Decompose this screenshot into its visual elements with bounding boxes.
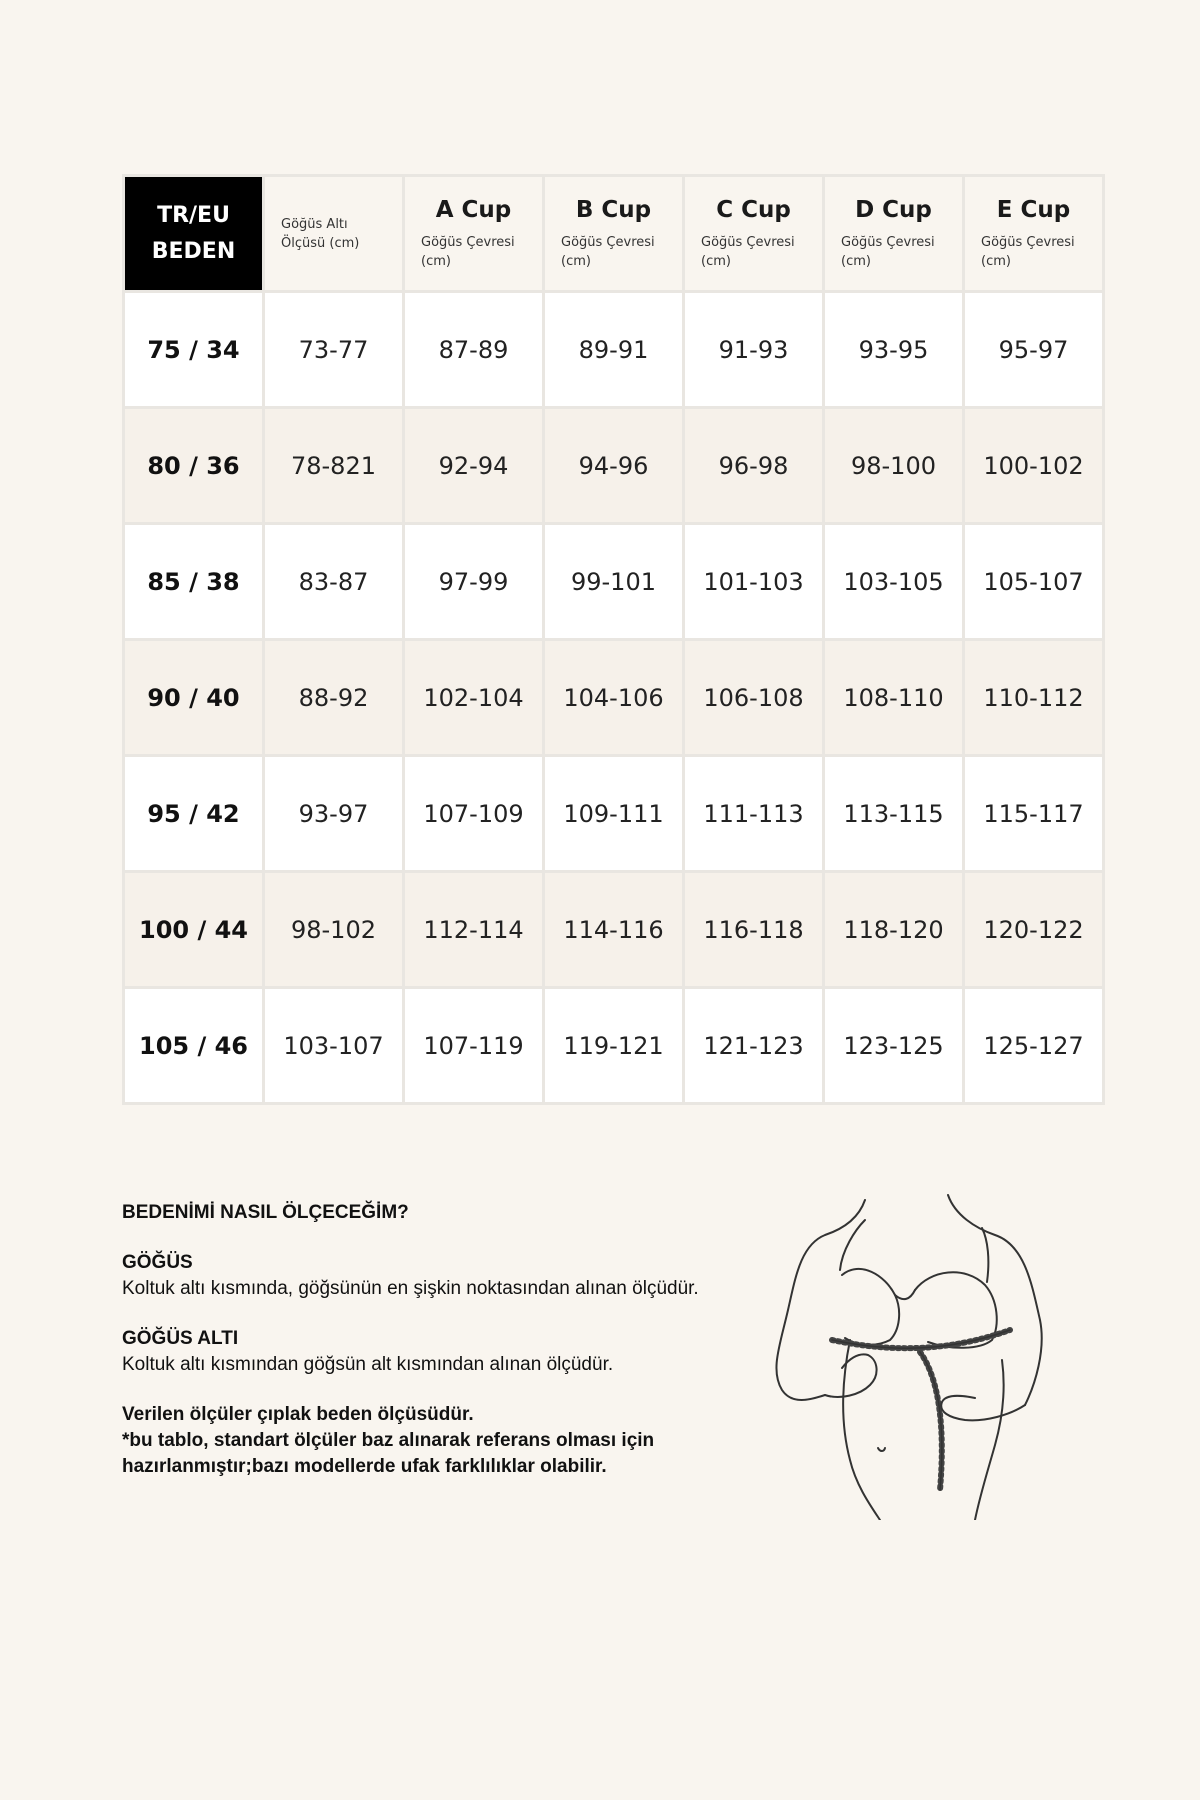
cup-c-cell: 106-108 [685,641,822,754]
underbust-title: GÖĞÜS ALTI [122,1328,239,1349]
cup-name: B Cup [575,196,652,223]
cup-e-cell: 115-117 [965,757,1102,870]
cup-a-cell: 97-99 [405,525,542,638]
underbust-cell: 73-77 [265,293,402,406]
cup-sub1: Göğüs Çevresi [561,234,655,250]
size-cell: 105 / 46 [125,989,262,1102]
cup-b-cell: 89-91 [545,293,682,406]
cup-a-cell: 107-109 [405,757,542,870]
cup-header-c [685,177,822,290]
cup-sub1: Göğüs Çevresi [701,234,795,250]
cup-sub2: (cm) [981,253,1011,269]
underbust-cell: 83-87 [265,525,402,638]
underbust-text: Koltuk altı kısmından göğsün alt kısmından alınan ölçüdür. [122,1354,614,1375]
size-cell: 80 / 36 [125,409,262,522]
size-cell: 85 / 38 [125,525,262,638]
table-row [125,873,1102,986]
table-row [125,293,1102,406]
cup-name: A Cup [435,196,512,223]
cup-a-cell: 112-114 [405,873,542,986]
cup-c-cell: 121-123 [685,989,822,1102]
cup-header-a [405,177,542,290]
note-line-2: *bu tablo, standart ölçüler baz alınarak referans olması için [122,1430,655,1451]
table-row [125,525,1102,638]
cup-b-cell: 99-101 [545,525,682,638]
note-line-1: Verilen ölçüler çıplak beden ölçüsüdür. [122,1404,474,1425]
cup-c-cell: 96-98 [685,409,822,522]
cup-name: E Cup [996,196,1071,223]
table-row [125,409,1102,522]
cup-b-cell: 109-111 [545,757,682,870]
cup-a-cell: 107-119 [405,989,542,1102]
cup-d-cell: 103-105 [825,525,962,638]
table-row [125,757,1102,870]
cup-sub1: Göğüs Çevresi [841,234,935,250]
underbust-header [265,177,402,290]
underbust-header-line1: Göğüs Altı [281,216,348,232]
size-cell: 95 / 42 [125,757,262,870]
cup-name: C Cup [716,196,791,223]
cup-header-e [965,177,1102,290]
cup-sub1: Göğüs Çevresi [421,234,515,250]
cup-sub1: Göğüs Çevresi [981,234,1075,250]
size-cell: 90 / 40 [125,641,262,754]
cup-b-cell: 94-96 [545,409,682,522]
table-row [125,641,1102,754]
cup-sub2: (cm) [841,253,871,269]
cup-e-cell: 125-127 [965,989,1102,1102]
size-cell: 75 / 34 [125,293,262,406]
cup-e-cell: 100-102 [965,409,1102,522]
underbust-cell: 103-107 [265,989,402,1102]
cup-b-cell: 114-116 [545,873,682,986]
cup-a-cell: 87-89 [405,293,542,406]
cup-e-cell: 105-107 [965,525,1102,638]
cup-e-cell: 120-122 [965,873,1102,986]
cup-e-cell: 110-112 [965,641,1102,754]
cup-b-cell: 104-106 [545,641,682,754]
cup-name: D Cup [855,196,932,223]
table-row [125,989,1102,1102]
table-header-row [125,177,1102,290]
cup-d-cell: 108-110 [825,641,962,754]
underbust-cell: 98-102 [265,873,402,986]
bust-text: Koltuk altı kısmında, göğsünün en şişkin noktasından alınan ölçüdür. [122,1278,699,1299]
cup-d-cell: 123-125 [825,989,962,1102]
info-heading: BEDENİMİ NASIL ÖLÇECEĞİM? [122,1202,409,1223]
size-chart-table [122,174,1105,1105]
cup-d-cell: 113-115 [825,757,962,870]
underbust-cell: 88-92 [265,641,402,754]
bust-title: GÖĞÜS [122,1252,193,1273]
cup-c-cell: 101-103 [685,525,822,638]
cup-sub2: (cm) [701,253,731,269]
cup-a-cell: 92-94 [405,409,542,522]
cup-header-b [545,177,682,290]
size-cell: 100 / 44 [125,873,262,986]
cup-d-cell: 93-95 [825,293,962,406]
cup-b-cell: 119-121 [545,989,682,1102]
note-line-3: hazırlanmıştır;bazı modellerde ufak farklılıklar olabilir. [122,1456,607,1477]
measuring-tape-torso-illustration [770,1190,1090,1520]
measurement-info [122,1200,802,1480]
corner-header [125,177,262,290]
underbust-cell: 78-821 [265,409,402,522]
underbust-cell: 93-97 [265,757,402,870]
cup-c-cell: 111-113 [685,757,822,870]
cup-d-cell: 118-120 [825,873,962,986]
corner-label-2: BEDEN [151,238,236,264]
cup-a-cell: 102-104 [405,641,542,754]
underbust-header-line2: Ölçüsü (cm) [281,235,360,251]
cup-e-cell: 95-97 [965,293,1102,406]
cup-sub2: (cm) [561,253,591,269]
cup-c-cell: 116-118 [685,873,822,986]
corner-label-1: TR/EU [157,202,230,228]
cup-c-cell: 91-93 [685,293,822,406]
cup-d-cell: 98-100 [825,409,962,522]
cup-sub2: (cm) [421,253,451,269]
cup-header-d [825,177,962,290]
